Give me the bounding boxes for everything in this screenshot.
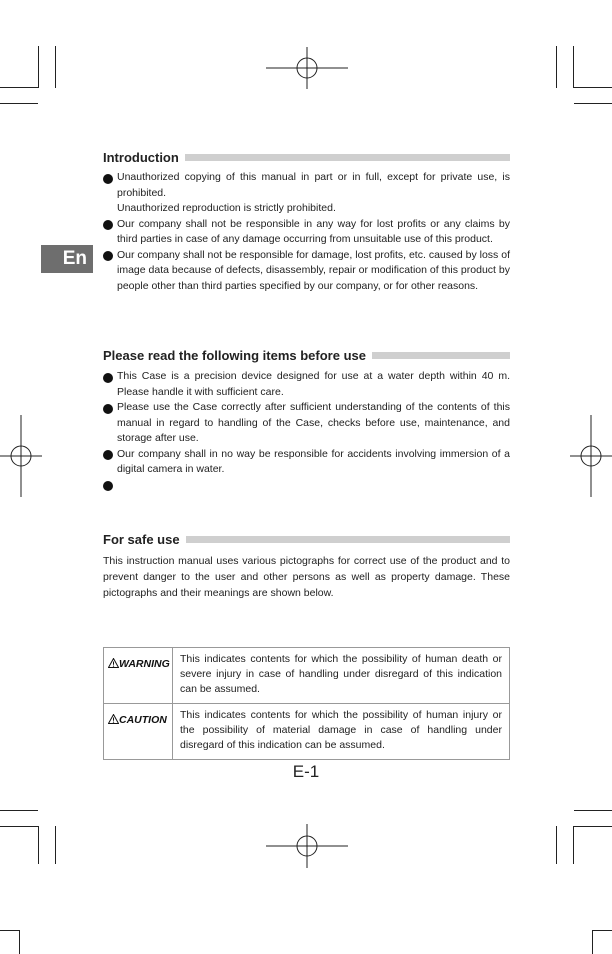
- introduction-heading: [103, 150, 510, 165]
- bullet-icon: [103, 481, 113, 491]
- warning-text: This indicates contents for which the possibility of human death or severe injury in case of handling under disregard of this indication can be assumed.: [173, 648, 510, 704]
- list-item: Please use the Case correctly after sufficient understanding of the contents of this manual in regard to handling of the Case, checks before use, maintenance, and storage after use.: [103, 400, 510, 447]
- registration-mark-bottom: [266, 824, 348, 868]
- caution-triangle-icon: [108, 714, 119, 724]
- before-use-list: [103, 369, 510, 493]
- introduction-list: [103, 170, 510, 294]
- heading-rule: [186, 536, 510, 543]
- before-use-heading-text: Please read the following items before use: [103, 348, 366, 363]
- registration-mark-left: [0, 415, 42, 497]
- list-item: [103, 478, 510, 494]
- list-item: Our company shall not be responsible for damage, lost profits, etc. caused by loss of image data because of defects, disassembly, repair or modification of this product by people other than third parties specified by our company, or for other reasons.: [103, 248, 510, 295]
- bullet-icon: [103, 373, 113, 383]
- bullet-icon: [103, 404, 113, 414]
- before-use-heading: [103, 348, 510, 363]
- safe-use-heading: [103, 532, 510, 547]
- list-item-note: Unauthorized reproduction is strictly prohibited.: [117, 202, 336, 214]
- safe-use-paragraph: This instruction manual uses various pictographs for correct use of the product and to prevent danger to the user and other persons as well as property damage. These pictographs and their meanings are shown below.: [103, 555, 510, 599]
- caution-label: CAUTION: [119, 714, 167, 726]
- list-item: Our company shall not be responsible in any way for lost profits or any claims by third parties in case of any damage occurring from unsuitable use of this product.: [103, 217, 510, 248]
- registration-mark-top: [266, 47, 348, 89]
- page-number: E-1: [292, 762, 320, 781]
- list-item: This Case is a precision device designed for use at a water depth within 40 m. Please handle it with sufficient care.: [103, 369, 510, 400]
- heading-rule: [372, 352, 510, 359]
- table-row: [104, 704, 510, 760]
- safe-use-heading-text: For safe use: [103, 532, 180, 547]
- bullet-icon: [103, 450, 113, 460]
- caution-text: This indicates contents for which the possibility of human injury or the possibility of material damage in case of handling under disregard of this indication can be assumed.: [173, 704, 510, 760]
- list-item: Our company shall in no way be responsible for accidents involving immersion of a digital camera in water.: [103, 447, 510, 478]
- introduction-heading-text: Introduction: [103, 150, 179, 165]
- bullet-icon: [103, 220, 113, 230]
- caution-symbol: [104, 704, 173, 760]
- language-tab: En: [41, 245, 93, 273]
- bullet-icon: [103, 174, 113, 184]
- table-row: [104, 648, 510, 704]
- bullet-icon: [103, 251, 113, 261]
- pictograph-table: [103, 647, 510, 760]
- warning-symbol: [104, 648, 173, 704]
- heading-rule: [185, 154, 510, 161]
- warning-triangle-icon: [108, 658, 119, 668]
- registration-mark-right: [570, 415, 612, 497]
- warning-label: WARNING: [119, 658, 170, 670]
- list-item: Unauthorized copying of this manual in part or in full, except for private use, is prohibited. Unauthorized reproduction is strictly prohibited.: [103, 170, 510, 217]
